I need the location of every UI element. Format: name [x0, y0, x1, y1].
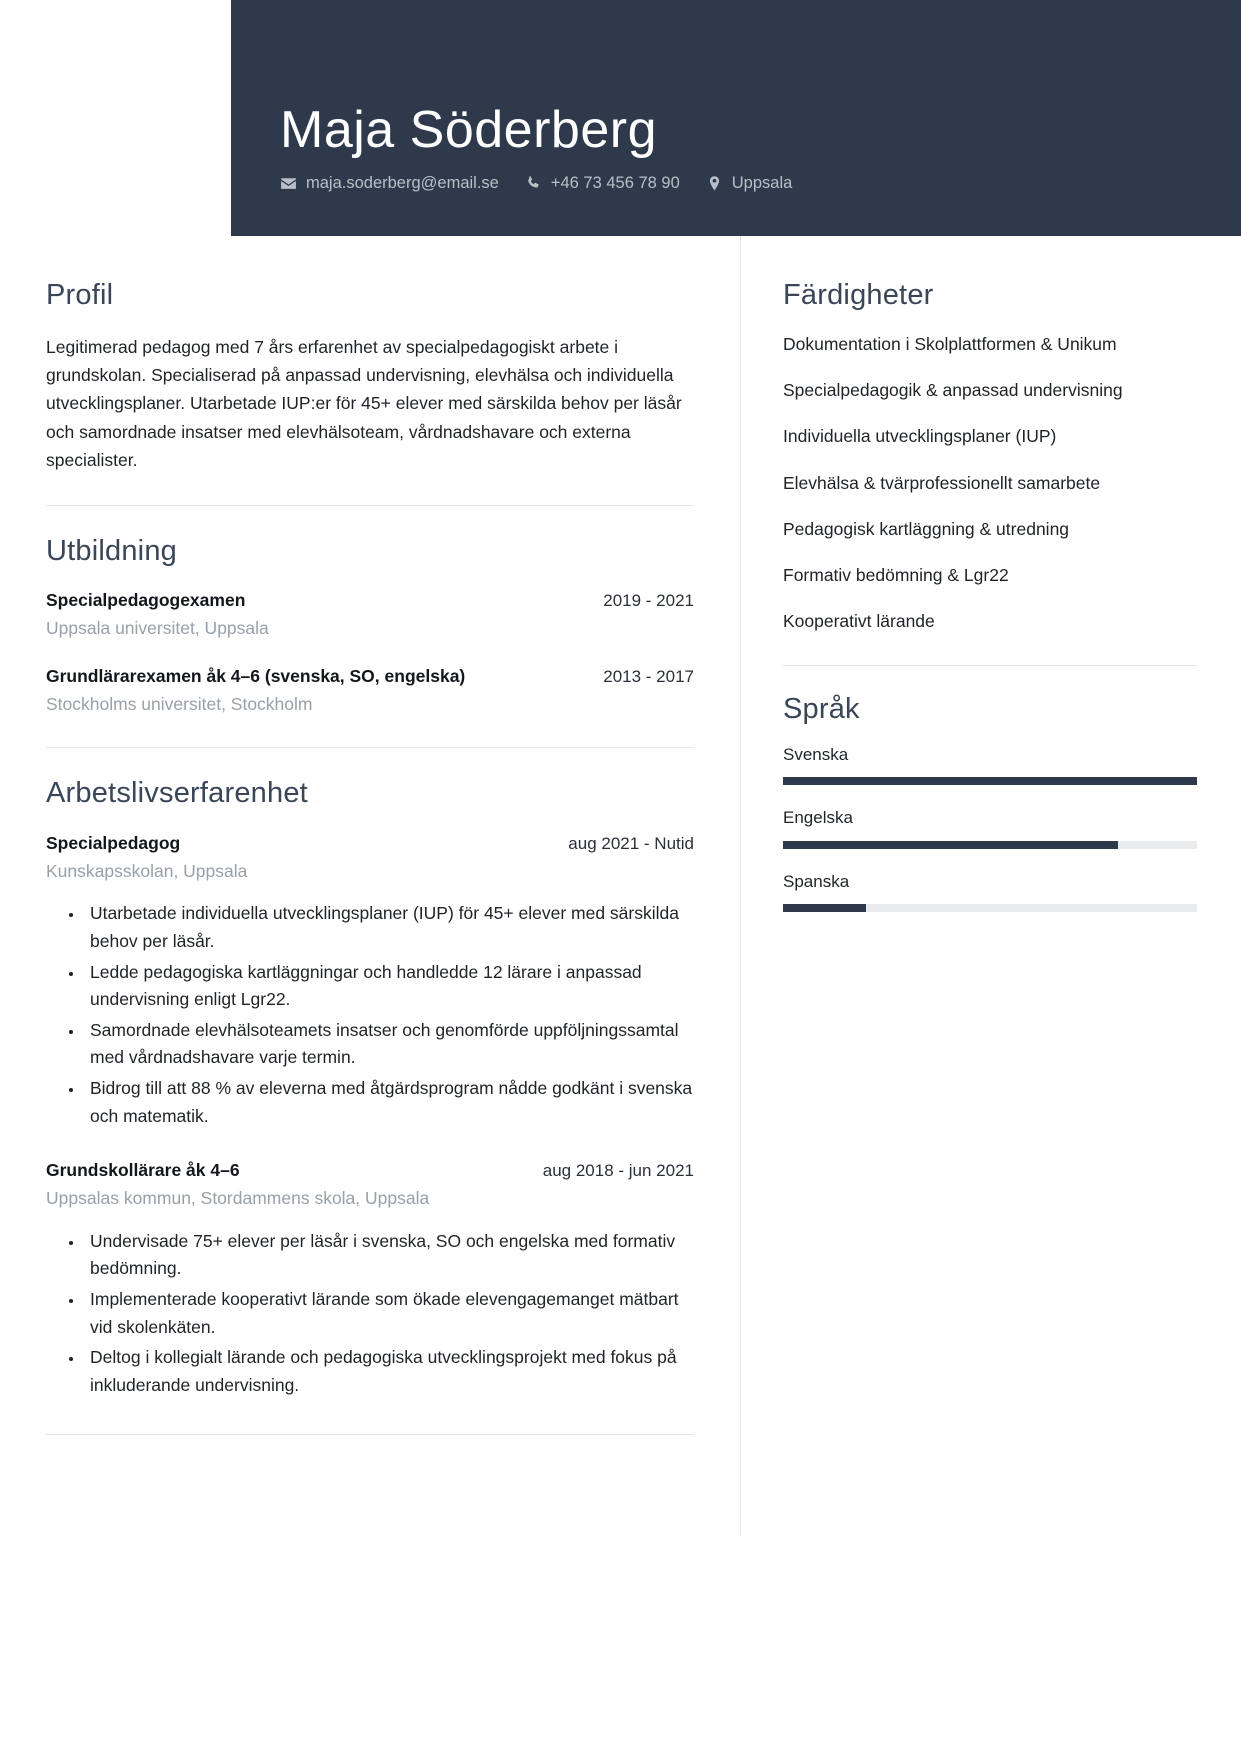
envelope-icon	[280, 175, 297, 192]
list-item: • Samordnade elevhälsoteamets insatser och genomförde uppföljningssamtal med vårdnadshavare varje termin.	[84, 1017, 694, 1072]
language-level-fill	[783, 777, 1197, 785]
language-item	[783, 871, 1197, 912]
divider-skills-languages	[783, 665, 1197, 666]
phone-icon	[525, 175, 542, 192]
language-level-fill	[783, 841, 1118, 849]
experience-entry-head	[46, 1158, 694, 1183]
skill-item: Dokumentation i Skolplattformen & Unikum	[783, 333, 1117, 354]
list-item: • Ledde pedagogiska kartläggningar och handledde 12 lärare i anpassad undervisning enligt Lgr22.	[84, 959, 694, 1014]
experience-bullets	[46, 900, 694, 1130]
divider-education-experience	[46, 747, 694, 748]
education-entry	[46, 664, 694, 717]
language-level-track	[783, 777, 1197, 785]
main-column	[0, 236, 740, 1463]
education-entry	[46, 588, 694, 641]
experience-bullets	[46, 1228, 694, 1400]
contact-phone[interactable]	[525, 175, 680, 192]
contact-row	[280, 175, 1201, 192]
experience-heading: Arbetslivserfarenhet	[46, 777, 308, 810]
education-school: Stockholms universitet, Stockholm	[46, 693, 313, 714]
skill-item: Pedagogisk kartläggning & utredning	[783, 518, 1070, 539]
education-date: 2013 - 2017	[603, 666, 694, 686]
contact-email[interactable]	[280, 175, 499, 192]
education-degree: Grundlärarexamen åk 4–6 (svenska, SO, engelska)	[46, 665, 466, 686]
language-name: Engelska	[783, 808, 853, 828]
education-entry-head	[46, 588, 694, 613]
section-profile	[46, 278, 694, 475]
skill-item: Elevhälsa & tvärprofessionellt samarbete	[783, 472, 1101, 493]
section-skills	[783, 278, 1197, 635]
contact-location-text: Uppsala	[731, 174, 793, 193]
list-item: • Undervisade 75+ elever per läsår i svenska, SO och engelska med formativ bedömning.	[84, 1228, 694, 1283]
language-item	[783, 744, 1197, 785]
profile-heading: Profil	[46, 279, 114, 311]
skill-item: Formativ bedömning & Lgr22	[783, 565, 1009, 586]
contact-email-text: maja.soderberg@email.se	[306, 174, 499, 193]
language-name: Svenska	[783, 745, 849, 765]
location-pin-icon	[706, 175, 723, 192]
skills-heading: Färdigheter	[783, 279, 934, 311]
education-heading: Utbildning	[46, 534, 177, 567]
language-level-track	[783, 841, 1197, 849]
education-degree: Specialpedagogexamen	[46, 590, 246, 611]
experience-employer: Uppsalas kommun, Stordammens skola, Uppsala	[46, 1188, 430, 1209]
profile-text: Legitimerad pedagog med 7 års erfarenhet av specialpedagogiskt arbete i grundskolan. Specialiserad på anpassad undervisning, elevhälsa och individuella utvecklingsplaner. Utarbetade IUP:er för 45+ elever med särskilda behov per läsår och samordnade insatser med elevhälsoteam, vårdnadshavare och externa specialister.	[46, 336, 682, 471]
experience-entry	[46, 831, 694, 1131]
list-item: • Bidrog till att 88 % av eleverna med åtgärdsprogram nådde godkänt i svenska och matematik.	[84, 1075, 694, 1130]
skill-item: Specialpedagogik & anpassad undervisning	[783, 380, 1123, 401]
section-education	[46, 534, 694, 718]
skill-item: Individuella utvecklingsplaner (IUP)	[783, 426, 1057, 447]
languages-heading: Språk	[783, 692, 860, 725]
education-date: 2019 - 2021	[603, 591, 694, 611]
contact-phone-text: +46 73 456 78 90	[550, 174, 680, 193]
experience-employer: Kunskapsskolan, Uppsala	[46, 860, 248, 881]
language-item	[783, 807, 1197, 848]
experience-entry-head	[46, 831, 694, 856]
header-content	[280, 101, 1201, 192]
section-languages	[783, 692, 1197, 912]
sidebar-column	[740, 236, 1241, 1536]
skill-item: Kooperativt lärande	[783, 611, 935, 632]
experience-role: Grundskollärare åk 4–6	[46, 1160, 240, 1181]
divider-experience-end	[46, 1434, 694, 1435]
resume-header	[231, 0, 1241, 236]
language-level-fill	[783, 904, 866, 912]
education-entry-head	[46, 664, 694, 689]
section-experience	[46, 776, 694, 1400]
resume-body	[0, 236, 1241, 1536]
contact-location[interactable]	[706, 175, 793, 192]
experience-date: aug 2018 - jun 2021	[542, 1161, 694, 1181]
experience-entry	[46, 1158, 694, 1399]
experience-date: aug 2021 - Nutid	[568, 833, 694, 853]
language-name: Spanska	[783, 871, 850, 891]
divider-profile-education	[46, 505, 694, 506]
language-level-track	[783, 904, 1197, 912]
candidate-name: Maja Söderberg	[280, 100, 657, 159]
list-item: • Deltog i kollegialt lärande och pedagogiska utvecklingsprojekt med fokus på inkluderande undervisning.	[84, 1344, 694, 1399]
list-item: • Implementerade kooperativt lärande som ökade elevengagemanget mätbart vid skolenkäten.	[84, 1286, 694, 1341]
education-school: Uppsala universitet, Uppsala	[46, 618, 269, 639]
list-item: • Utarbetade individuella utvecklingsplaner (IUP) för 45+ elever med särskilda behov per läsår.	[84, 900, 694, 955]
experience-role: Specialpedagog	[46, 832, 181, 853]
